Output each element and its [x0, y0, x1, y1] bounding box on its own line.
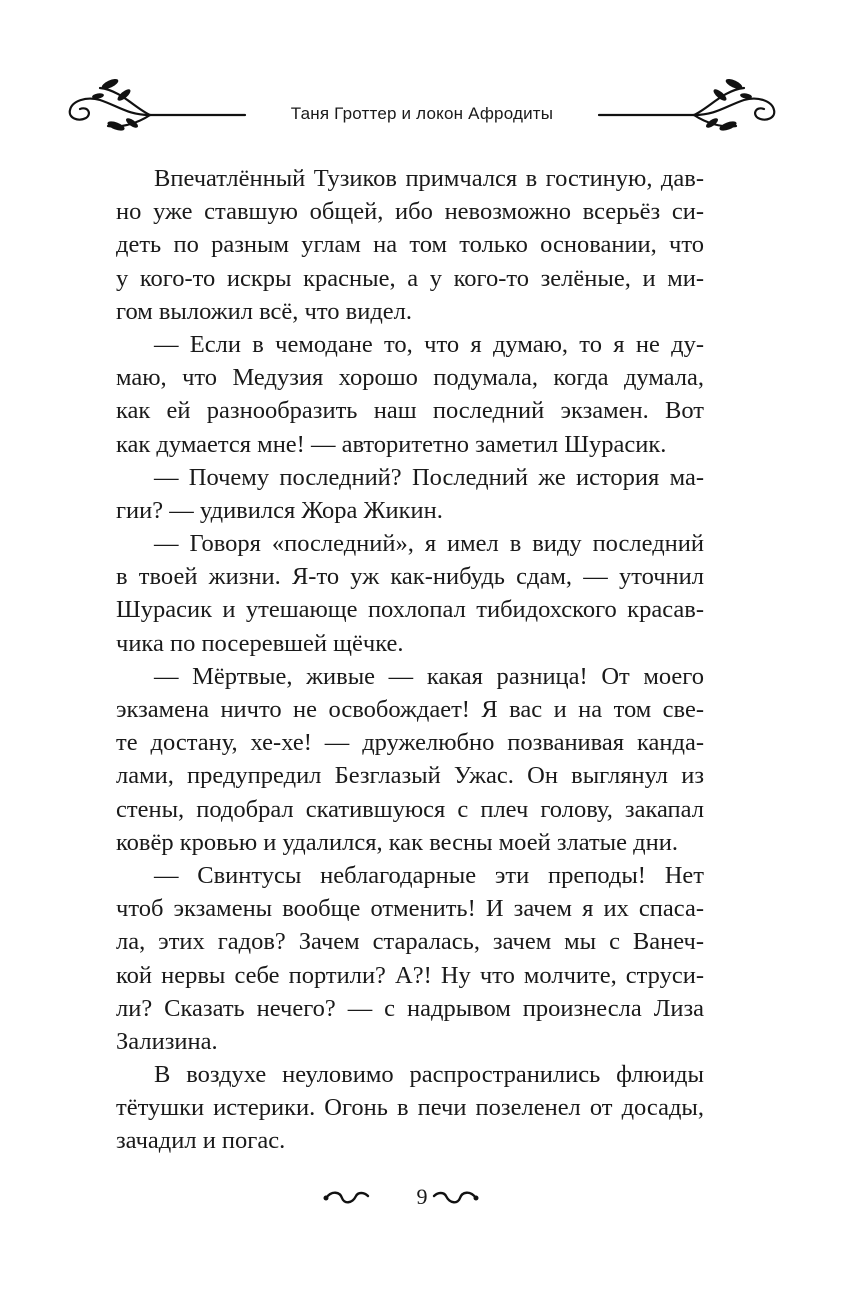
text-line: — Говоря «последний», я имел в виду последний [154, 530, 704, 558]
text-line: но уже ставшую общей, ибо невозможно всерьёз си- [116, 198, 704, 226]
header-ornament-icon [0, 68, 844, 138]
text-line: Зализина. [116, 1027, 218, 1055]
paragraph [116, 660, 704, 859]
text-line: гом выложил всё, что видел. [116, 297, 413, 325]
paragraph [116, 328, 704, 461]
text-line: ковёр кровью и удалился, как весны моей златые дни. [116, 828, 678, 856]
text-line: Шурасик и утешающе похлопал тибидохского красав- [116, 596, 704, 624]
book-title [0, 104, 844, 124]
text-line: В воздухе неуловимо распространились флюиды [154, 1061, 704, 1089]
text-line: тётушки истерики. Огонь в печи позеленел от досады, [116, 1094, 704, 1122]
paragraph [116, 1058, 704, 1158]
text-line: как думается мне! — авторитетно заметил Шурасик. [116, 430, 667, 458]
paragraph [116, 859, 704, 1058]
text-line: — Почему последний? Последний же история ма- [154, 463, 704, 491]
text-line: гии? — удивился Жора Жикин. [116, 496, 443, 524]
book-title-text: Таня Гроттер и локон Афродиты [285, 104, 559, 123]
text-line: лами, предупредил Безглазый Ужас. Он выглянул из [116, 762, 704, 790]
text-line: экзамена ничто не освобождает! Я вас и на том све- [116, 696, 704, 723]
running-header [0, 68, 844, 138]
text-line: ли? Сказать нечего? — с надрывом произнесла Лиза [116, 994, 704, 1022]
text-line: у кого-то искры красные, а у кого-то зелёные, и ми- [116, 264, 704, 292]
text-line: в твоей жизни. Я-то уж как-нибудь сдам, — уточнил [116, 563, 704, 591]
text-line: — Если в чемодане то, что я думаю, то я не ду- [154, 330, 704, 358]
text-line: чтоб экзамены вообще отменить! И зачем я их спаса- [116, 895, 704, 923]
page-number: 9 [416, 1184, 428, 1209]
page-body [116, 162, 704, 1158]
paragraph [116, 162, 704, 328]
text-line: зачадил и погас. [116, 1127, 286, 1155]
text-line: ла, этих гадов? Зачем старалась, зачем мы с Ванеч- [116, 928, 704, 956]
page-footer [0, 1178, 844, 1218]
text-line: — Свинтусы неблагодарные эти преподы! Нет [154, 861, 704, 889]
text-line: маю, что Медузия хорошо подумала, когда думала, [116, 364, 704, 392]
text-line: чика по посеревшей щёчке. [116, 629, 404, 657]
text-line: деть по разным углам на том только основании, что [116, 231, 704, 259]
text-line: стены, подобрал скатившуюся с плеч голову, закапал [116, 795, 704, 823]
text-line: те достану, хе-хе! — дружелюбно позванивая канда- [116, 729, 704, 757]
text-line: — Мёртвые, живые — какая разница! От моего [154, 662, 704, 690]
text-line: как ей разнообразить наш последний экзамен. Вот [116, 397, 704, 425]
paragraph [116, 527, 704, 660]
text-line: Впечатлённый Тузиков примчался в гостиную, дав- [154, 165, 704, 192]
paragraph [116, 461, 704, 527]
text-line: кой нервы себе портили? А?! Ну что молчите, струси- [116, 961, 704, 989]
